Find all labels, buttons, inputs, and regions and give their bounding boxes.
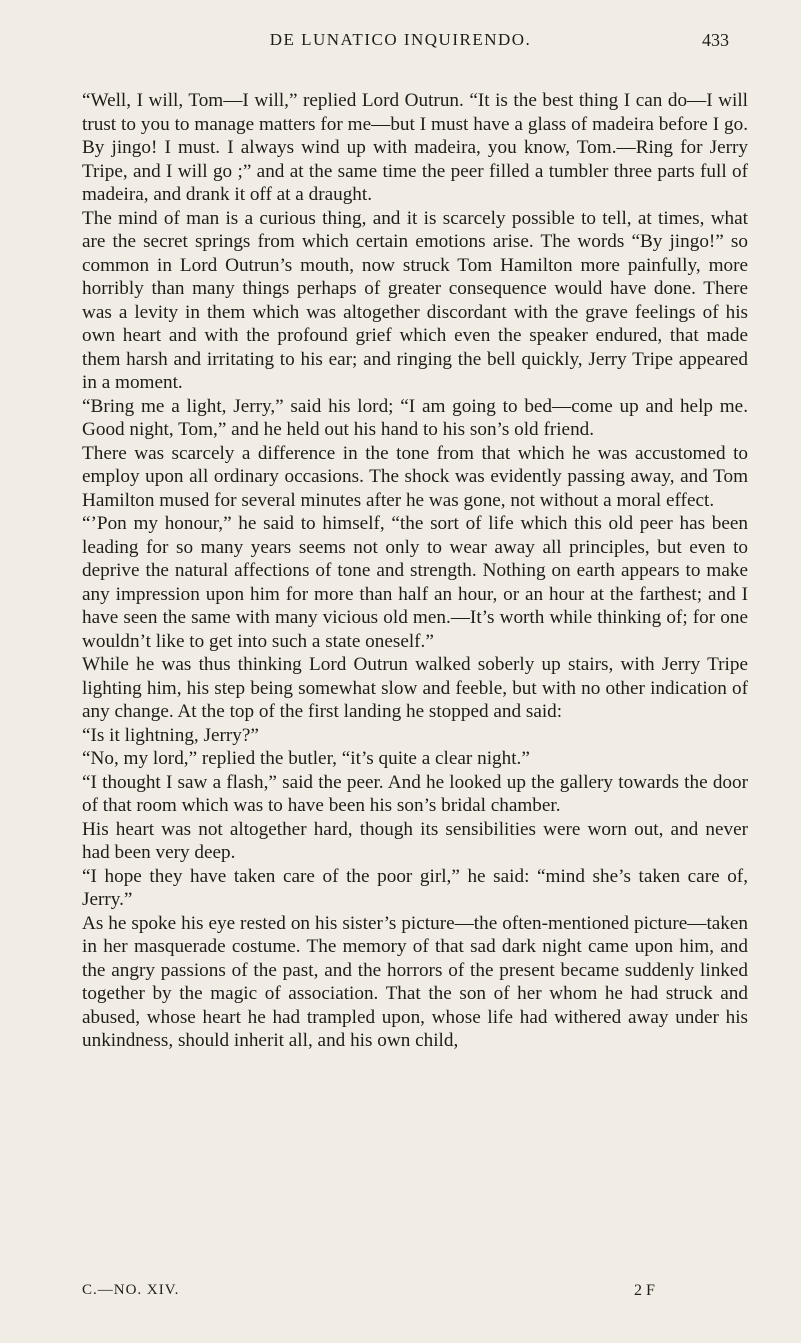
signature-line: C.—NO. XIV. <box>82 1282 180 1298</box>
paragraph: “I thought I saw a flash,” said the peer. And he looked up the gallery towards the door of that room which was to have been his son’s bridal chamber. <box>82 771 748 816</box>
paragraph: “I hope they have taken care of the poor girl,” he said: “mind she’s taken care of, Jerry.” <box>82 865 748 910</box>
paragraph: “Is it lightning, Jerry?” <box>82 724 259 746</box>
paragraph: His heart was not altogether hard, though its sensibilities were worn out, and never had been very deep. <box>82 818 748 863</box>
running-title: DE LUNATICO INQUIRENDO. <box>269 30 532 49</box>
paragraph: As he spoke his eye rested on his sister’s picture—the often-mentioned picture—taken in her masquerade costume. The memory of that sad dark night came upon him, and the angry passions of the past, and the horrors of the present became suddenly linked together by the magic of association. That the son of her whom he had struck and abused, whose heart he had trampled upon, whose life had withered away under his unkindness, should inherit all, and his own child, <box>82 912 748 1051</box>
paragraph: “Bring me a light, Jerry,” said his lord; “I am going to bed—come up and help me. Good night, Tom,” and he held out his hand to his son’s old friend. <box>82 395 748 440</box>
paragraph: “Well, I will, Tom—I will,” replied Lord Outrun. “It is the best thing I can do—I will trust to you to manage matters for me—but I must have a glass of madeira before I go. By jingo! I must. I always wind up with madeira, you know, Tom.—Ring for Jerry Tripe, and I will go ;” and at the same time the peer filled a tumbler three parts full of madeira, and drank it off at a draught. <box>82 90 748 205</box>
paragraph: The mind of man is a curious thing, and it is scarcely possible to tell, at times, what are the secret springs from which certain emotions arise. The words “By jingo!” so common in Lord Outrun’s mouth, now struck Tom Hamilton more painfully, more horribly than many things perhaps of greater consequence would have done. There was a levity in them which was altogether discordant with the grave feelings of his own heart and with the profound grief which even the speaker endured, that made them harsh and irritating to his ear; and ringing the bell quickly, Jerry Tripe appeared in a moment. <box>82 207 748 393</box>
running-header <box>72 30 729 58</box>
sheet-mark: 2 F <box>634 1282 655 1299</box>
page-body <box>82 89 748 1053</box>
paragraph: While he was thus thinking Lord Outrun walked soberly up stairs, with Jerry Tripe lighting him, his step being somewhat slow and feeble, but with no other indication of any change. At the top of the first landing he stopped and said: <box>82 654 748 722</box>
paragraph: “’Pon my honour,” he said to himself, “the sort of life which this old peer has been leading for so many years seems not only to wear away all principles, but even to deprive the natural affections of tone and strength. Nothing on earth appears to make any impression upon him for more than half an hour, or an hour at the farthest; and I have seen the same with many vicious old men.—It’s worth while thinking of; for one wouldn’t like to get into such a state oneself.” <box>82 513 748 652</box>
page-footer <box>82 1282 748 1304</box>
paragraph: “No, my lord,” replied the butler, “it’s quite a clear night.” <box>82 748 530 769</box>
page-number: 433 <box>702 30 729 50</box>
paragraph: There was scarcely a difference in the tone from that which he was accustomed to employ upon all ordinary occasions. The shock was evidently passing away, and Tom Hamilton mused for several minutes after he was gone, not without a moral effect. <box>82 442 748 511</box>
